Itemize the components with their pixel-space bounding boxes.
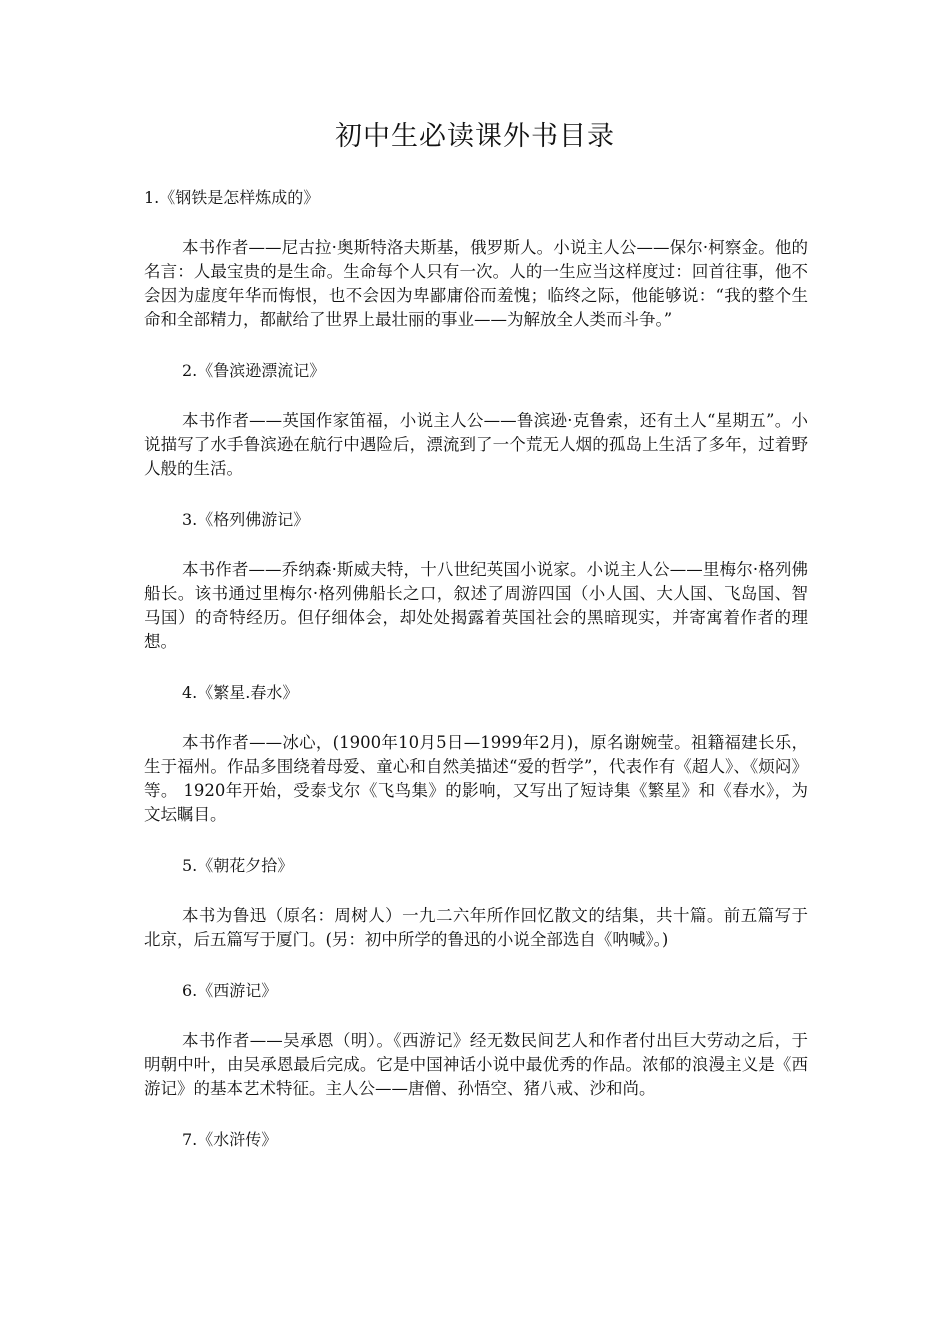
book-entry [144, 508, 808, 654]
book-heading: 4.《繁星.春水》 [182, 683, 299, 702]
book-entry [144, 681, 808, 827]
book-heading: 2.《鲁滨逊漂流记》 [182, 361, 326, 380]
book-description: 本书作者——乔纳森·斯威夫特，十八世纪英国小说家。小说主人公——里梅尔·格列佛船长。该书通过里梅尔·格列佛船长之口，叙述了周游四国（小人国、大人国、飞岛国、智马国）的奇特经历。但仔细体会，却处处揭露着英国社会的黑暗现实，并寄寓着作者的理想。 [144, 560, 808, 651]
book-heading: 5.《朝花夕拾》 [182, 856, 294, 875]
book-heading: 1.《钢铁是怎样炼成的》 [144, 188, 320, 207]
book-description: 本书作者——英国作家笛福，小说主人公——鲁滨逊·克鲁索，还有土人“星期五”。小说描写了水手鲁滨逊在航行中遇险后，漂流到了一个荒无人烟的孤岛上生活了多年，过着野人般的生活。 [144, 411, 808, 478]
book-heading: 6.《西游记》 [182, 981, 278, 1000]
book-heading: 3.《格列佛游记》 [182, 510, 310, 529]
page-title: 初中生必读课外书目录 [335, 121, 615, 152]
book-entry [144, 359, 808, 481]
book-list [144, 186, 808, 1178]
book-entry [144, 854, 808, 952]
book-description: 本书为鲁迅（原名：周树人）一九二六年所作回忆散文的结集，共十篇。前五篇写于北京，后五篇写于厦门。(另：初中所学的鲁迅的小说全部选自《呐喊》。) [144, 906, 808, 949]
book-description: 本书作者——尼古拉·奥斯特洛夫斯基，俄罗斯人。小说主人公——保尔·柯察金。他的名言：人最宝贵的是生命。生命每个人只有一次。人的一生应当这样度过：回首往事，他不会因为虚度年华而悔恨，也不会因为卑鄙庸俗而羞愧；临终之际，他能够说：“我的整个生命和全部精力，都献给了世界上最壮丽的事业——为解放全人类而斗争。” [144, 238, 808, 329]
book-entry [144, 979, 808, 1101]
book-entry [144, 1128, 808, 1152]
book-description: 本书作者——冰心，(1900年10月5日—1999年2月)，原名谢婉莹。祖籍福建长乐，生于福州。作品多围绕着母爱、童心和自然美描述“爱的哲学”，代表作有《超人》、《烦闷》等。 1920年开始，受泰戈尔《飞鸟集》的影响，又写出了短诗集《繁星》和《春水》，为文坛瞩目。 [144, 733, 808, 824]
book-entry [144, 186, 808, 332]
book-heading: 7.《水浒传》 [182, 1130, 278, 1149]
book-description: 本书作者——吴承恩（明）。《西游记》经无数民间艺人和作者付出巨大劳动之后，于明朝中叶，由吴承恩最后完成。它是中国神话小说中最优秀的作品。浓郁的浪漫主义是《西游记》的基本艺术特征。主人公——唐僧、孙悟空、猪八戒、沙和尚。 [144, 1031, 808, 1098]
